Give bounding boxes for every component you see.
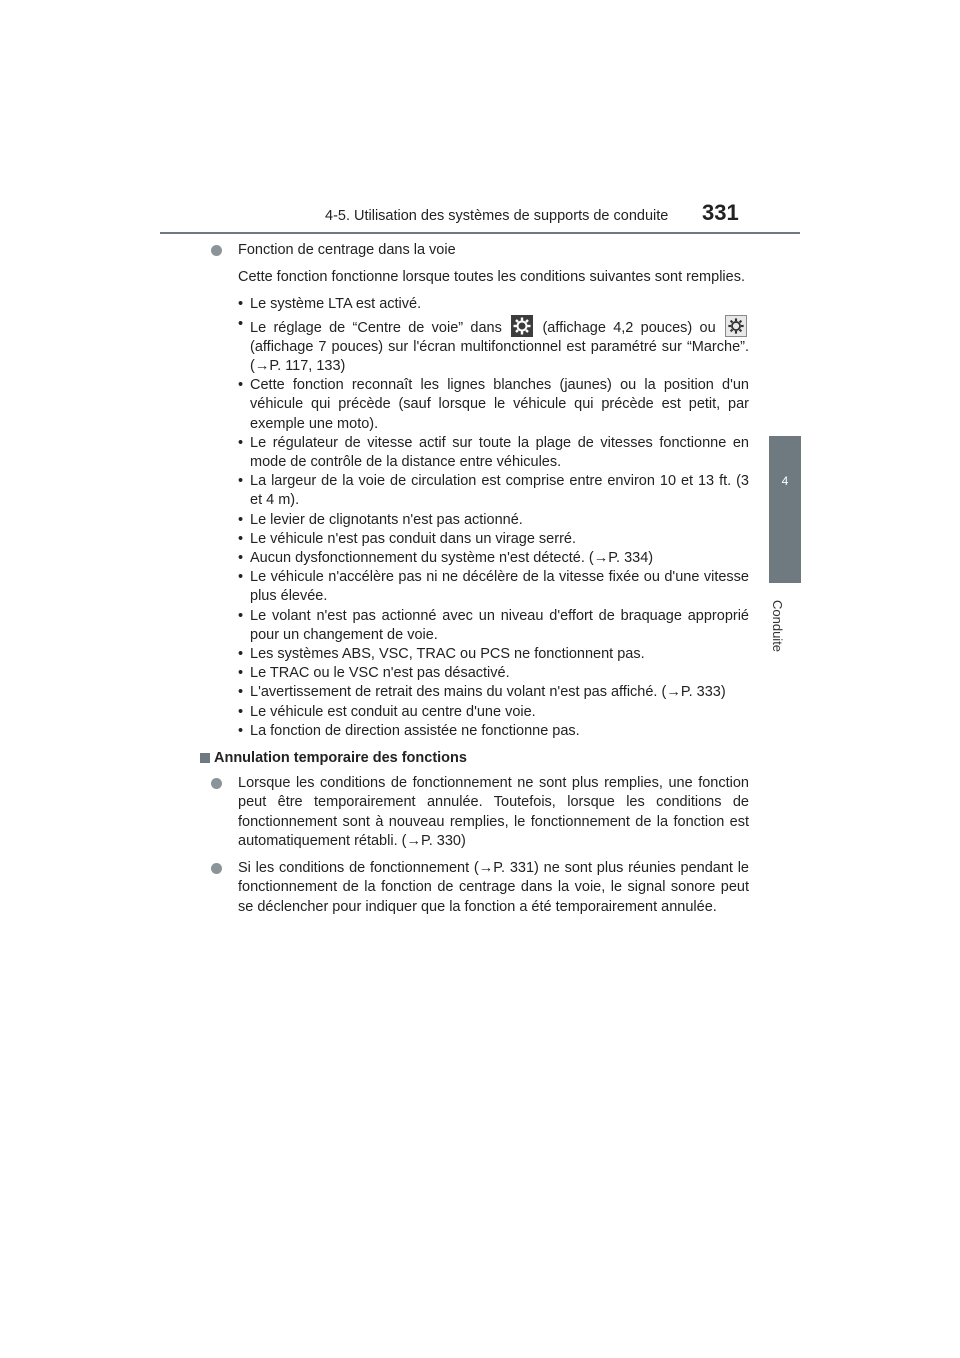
chapter-tab	[769, 436, 801, 583]
list-item: • Le régulateur de vitesse actif sur toute la plage de vitesses fonctionne en mode de contrôle de la distance entre véhicules.	[238, 434, 749, 472]
list-item: • Aucun dysfonctionnement du système n'est détecté. (→P. 334)	[238, 549, 749, 568]
bullet-dot-icon	[211, 863, 222, 874]
section-heading-temporary-cancel	[200, 749, 749, 768]
paragraph-item	[211, 859, 749, 917]
list-item: • Le véhicule n'accélère pas ni ne décélère de la vitesse fixée ou d'une vitesse plus élevée.	[238, 568, 749, 606]
chapter-label	[769, 600, 801, 680]
list-item	[238, 315, 749, 377]
list-item: • La fonction de direction assistée ne fonctionne pas.	[238, 722, 749, 741]
header-rule	[160, 232, 800, 234]
paragraph-text: Si les conditions de fonctionnement (→P. 331) ne sont plus réunies pendant le fonctionnement de la fonction de centrage dans la voie, le signal sonore peut se déclencher pour indiquer que la fonction a été temporairement annulée.	[238, 860, 749, 915]
paragraph-text: Lorsque les conditions de fonctionnement ne sont plus remplies, une fonction peut être temporairement annulée. Toutefois, lorsque les conditions de fonctionnement sont à nouveau remplies, le fonctionnement de la fonction est automatiquement rétabli. (→P. 330)	[238, 775, 749, 849]
paragraph-item	[211, 774, 749, 851]
header-section-title: 4-5. Utilisation des systèmes de supports de conduite	[325, 208, 669, 224]
bullet-dot-icon	[211, 778, 222, 789]
gear-settings-icon-dark	[511, 315, 533, 337]
conditions-list	[238, 295, 749, 741]
list-item: • Le véhicule n'est pas conduit dans un virage serré.	[238, 530, 749, 549]
list-item: • Le système LTA est activé.	[238, 295, 749, 314]
list-item-text: Le réglage de “Centre de voie” dans	[250, 319, 510, 336]
list-item: • La largeur de la voie de circulation est comprise entre environ 10 et 13 ft. (3 et 4 m).	[238, 472, 749, 510]
subheading-lane-centering	[211, 241, 749, 260]
subheading-text: Fonction de centrage dans la voie	[238, 242, 456, 258]
list-item: • Les systèmes ABS, VSC, TRAC ou PCS ne fonctionnent pas.	[238, 645, 749, 664]
conditions-block	[211, 295, 749, 741]
list-item: • Le TRAC ou le VSC n'est pas désactivé.	[238, 664, 749, 683]
section-square-icon	[200, 753, 210, 763]
list-item: • L'avertissement de retrait des mains du volant n'est pas affiché. (→P. 333)	[238, 683, 749, 702]
chapter-number: 4	[781, 474, 789, 488]
list-item: • Le volant n'est pas actionné avec un niveau d'effort de braquage approprié pour un changement de voie.	[238, 607, 749, 645]
page-content	[211, 241, 749, 917]
list-item-text: (affichage 7 pouces) sur l'écran multifonctionnel est paramétré sur “Marche”. (→P. 117, 133)	[250, 338, 749, 375]
list-item-text: (affichage 4,2 pouces) ou	[535, 319, 723, 336]
page-number: 331	[702, 200, 739, 225]
chapter-label-text: Conduite	[770, 600, 785, 653]
section-heading-text: Annulation temporaire des fonctions	[214, 750, 467, 767]
list-item: • Le véhicule est conduit au centre d'une voie.	[238, 703, 749, 722]
gear-settings-icon-light	[725, 315, 747, 337]
bullet-dot-icon	[211, 245, 222, 256]
list-item: • Le levier de clignotants n'est pas actionné.	[238, 511, 749, 530]
list-item: • Cette fonction reconnaît les lignes blanches (jaunes) ou la position d'un véhicule qui précède (sauf lorsque le véhicule qui précède est petit, par exemple une moto).	[238, 376, 749, 434]
intro-paragraph: Cette fonction fonctionne lorsque toutes les conditions suivantes sont remplies.	[238, 269, 745, 286]
